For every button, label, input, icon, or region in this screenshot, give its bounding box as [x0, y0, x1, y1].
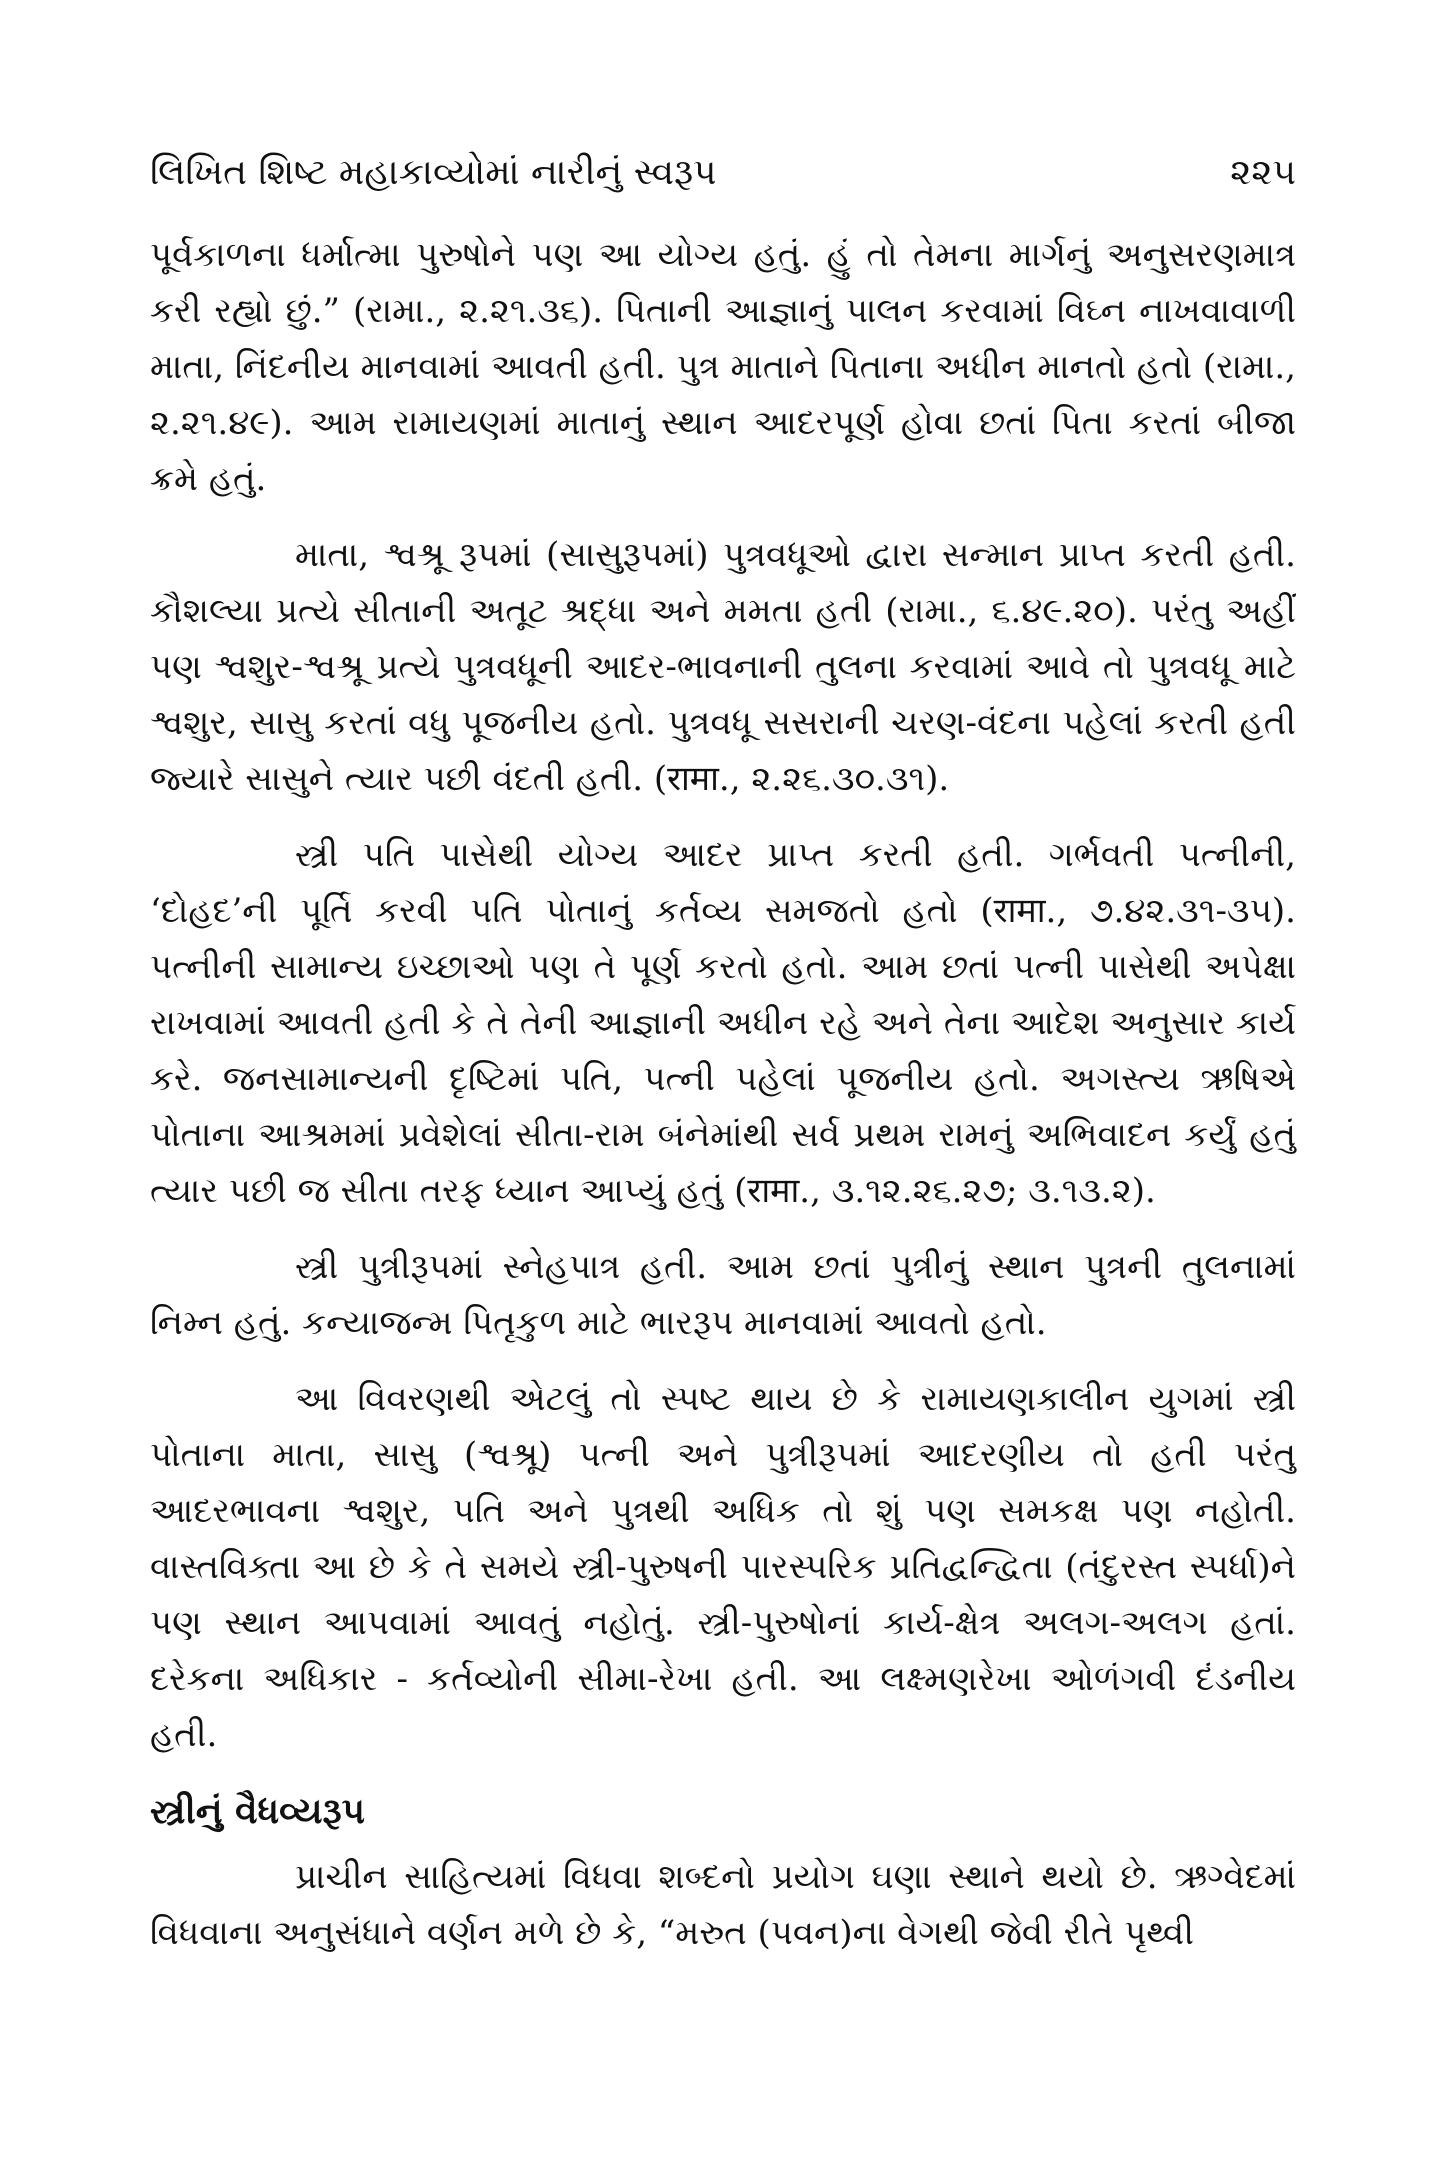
section-paragraph: પ્રાચીન સાહિત્યમાં વિધવા શબ્દનો પ્રયોગ ઘણા સ્થાને થયો છે. ઋગ્વેદમાં વિધવાના અનુસંધાને વર્ણન મળે છે કે, “મરુત (પવન)ના વેગથી જેવી રીતે પૃથ્વી [150, 1856, 1296, 1953]
running-header [150, 150, 1296, 197]
paragraph-4: સ્ત્રી પુત્રીરૂપમાં સ્નેહપાત્ર હતી. આમ છતાં પુત્રીનું સ્થાન પુત્રની તુલનામાં નિમ્ન હતું. કન્યાજન્મ પિતૃકુળ માટે ભારરૂપ માનવામાં આવતો હતો. [150, 1246, 1296, 1343]
paragraph-1: પૂર્વકાળના ધર્માત્મા પુરુષોને પણ આ યોગ્ય હતું. હું તો તેમના માર્ગનું અનુસરણમાત્ર કરી રહ્યો છું.” (રામા., ૨.૨૧.૩૬). પિતાની આજ્ઞાનું પાલન કરવામાં વિઘ્ન નાખવાવાળી માતા, નિંદનીય માનવામાં આવતી હતી. પુત્ર માતાને પિતાના અધીન માનતો હતો (રામા., ૨.૨૧.૪૯). આમ રામાયણમાં માતાનું સ્થાન આદરપૂર્ણ હોવા છતાં પિતા કરતાં બીજા ક્રમે હતું. [150, 234, 1296, 499]
paragraph-5: આ વિવરણથી એટલું તો સ્પષ્ટ થાય છે કે રામાયણકાલીન યુગમાં સ્ત્રી પોતાના માતા, સાસુ (શ્વશ્રૂ) પત્ની અને પુત્રીરૂપમાં આદરણીય તો હતી પરંતુ આદરભાવના શ્વશુર, પતિ અને પુત્રથી અધિક તો શું પણ સમકક્ષ પણ નહોતી. વાસ્તવિક્તા આ છે કે તે સમયે સ્ત્રી-પુરુષની પારસ્પરિક પ્રતિદ્વન્દ્વિતા (તંદુરસ્ત સ્પર્ધા)ને પણ સ્થાન આપવામાં આવતું નહોતું. સ્ત્રી-પુરુષોનાં કાર્ય-ક્ષેત્ર અલગ-અલગ હતાં. દરેકના અધિકાર - કર્તવ્યોની સીમા-રેખા હતી. આ લક્ષ્મણરેખા ઓળંગવી દંડનીય હતી. [150, 1378, 1296, 1755]
paragraph-2: માતા, શ્વશ્રૂ રૂપમાં (સાસુરૂપમાં) પુત્રવધૂઓ દ્વારા સન્માન પ્રાપ્ત કરતી હતી. કૌશલ્યા પ્રત્યે સીતાની અતૂટ શ્રદ્ધા અને મમતા હતી (રામા., ૬.૪૯.૨૦). પરંતુ અહીં પણ શ્વશુર-શ્વશ્રૂ પ્રત્યે પુત્રવધૂની આદર-ભાવનાની તુલના કરવામાં આવે તો પુત્રવધૂ માટે શ્વશુર, સાસુ કરતાં વધુ પૂજનીય હતો. પુત્રવધૂ સસરાની ચરણ-વંદના પહેલાં કરતી હતી જ્યારે સાસુને ત્યાર પછી વંદતી હતી. (रामा., ૨.૨૬.૩૦.૩૧). [150, 534, 1296, 799]
chapter-title: લિખિત શિષ્ટ મહાકાવ્યોમાં નારીનું સ્વરૂપ [150, 152, 717, 193]
section-heading: સ્ત્રીનું વૈધવ્યરૂપ [150, 1789, 365, 1832]
page-number: ૨૨૫ [1230, 152, 1296, 193]
paragraph-3: સ્ત્રી પતિ પાસેથી યોગ્ય આદર પ્રાપ્ત કરતી હતી. ગર્ભવતી પત્નીની, ‘દોહદ’ની પૂર્તિ કરવી પતિ પોતાનું કર્તવ્ય સમજતો હતો (रामा., ૭.૪૨.૩૧-૩૫). પત્નીની સામાન્ય ઇચ્છાઓ પણ તે પૂર્ણ કરતો હતો. આમ છતાં પત્ની પાસેથી અપેક્ષા રાખવામાં આવતી હતી કે તે તેની આજ્ઞાની અધીન રહે અને તેના આદેશ અનુસાર કાર્ય કરે. જનસામાન્યની દૃષ્ટિમાં પતિ, પત્ની પહેલાં પૂજનીય હતો. અગસ્ત્ય ઋષિએ પોતાના આશ્રમમાં પ્રવેશેલાં સીતા-રામ બંનેમાંથી સર્વ પ્રથમ રામનું અભિવાદન કર્યું હતું ત્યાર પછી જ સીતા તરફ ધ્યાન આપ્યું હતું (रामा., ૩.૧૨.૨૬.૨૭; ૩.૧૩.૨). [150, 834, 1296, 1211]
book-page [150, 150, 1296, 1981]
